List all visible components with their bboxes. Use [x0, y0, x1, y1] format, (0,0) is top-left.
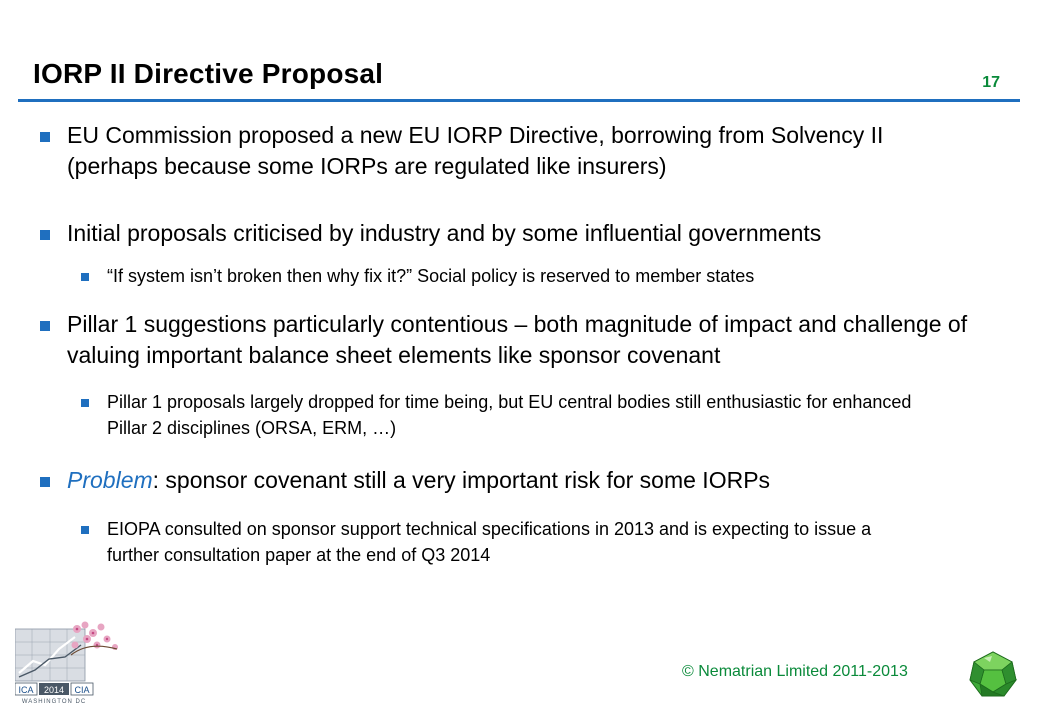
slide-content — [40, 120, 1000, 568]
title-divider — [18, 99, 1020, 102]
slide-title: IORP II Directive Proposal — [33, 58, 384, 89]
bullet-4 — [40, 465, 1000, 496]
bullet-3: Pillar 1 suggestions particularly contentious – both magnitude of impact and challenge of valuing important balance sheet elements like sponsor covenant — [40, 309, 997, 371]
slide-number: 17 — [982, 74, 1000, 91]
problem-label: Problem — [67, 467, 153, 493]
sub-bullet-3: Pillar 1 proposals largely dropped for time being, but EU central bodies still enthusiastic for enhanced Pillar 2 disciplines (ORSA, ERM, …) — [81, 389, 927, 441]
copyright-footer: © Nematrian Limited 2011-2013 — [682, 663, 908, 680]
bullet-4-text: : sponsor covenant still a very important risk for some IORPs — [152, 467, 771, 493]
bullet-2: Initial proposals criticised by industry and by some influential governments — [40, 218, 1000, 249]
svg-text:2014: 2014 — [43, 685, 65, 695]
ica-2014-logo — [15, 615, 127, 705]
nematrian-logo-icon — [968, 650, 1018, 700]
sub-bullet-2: “If system isn’t broken then why fix it?” Social policy is reserved to member states — [81, 263, 1000, 289]
sub-bullet-4: EIOPA consulted on sponsor support technical specifications in 2013 and is expecting to issue a further consultation paper at the end of Q3 2014 — [81, 516, 927, 568]
svg-text:WASHINGTON DC: WASHINGTON DC — [21, 699, 87, 705]
svg-text:ICA: ICA — [18, 685, 34, 695]
bullet-1: EU Commission proposed a new EU IORP Directive, borrowing from Solvency II (perhaps because some IORPs are regulated like insurers) — [40, 120, 927, 182]
svg-text:CIA: CIA — [74, 685, 90, 695]
